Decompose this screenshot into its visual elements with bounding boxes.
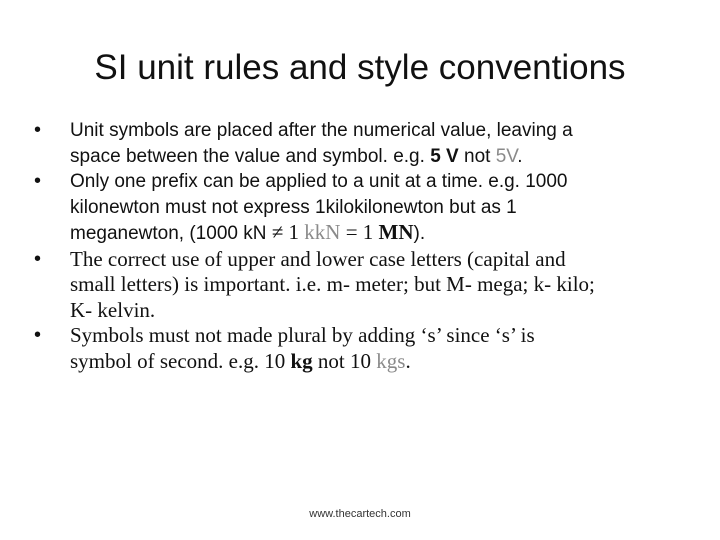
bullet-line	[70, 118, 704, 144]
bullet-line	[70, 298, 704, 324]
text-segment: ).	[413, 223, 426, 244]
text-segment: K- kelvin.	[70, 297, 156, 322]
text-segment: not	[458, 145, 496, 167]
text-segment: The correct use of upper and lower case letters (capital and	[70, 246, 566, 271]
correct-example: MN	[378, 220, 414, 244]
bullet-line	[70, 169, 704, 195]
bullet-item	[34, 118, 704, 169]
text-segment: .	[517, 145, 523, 167]
bullet-line	[70, 220, 704, 247]
footer-url: www.thecartech.com	[309, 508, 411, 520]
text-segment: space between the value and symbol. e.g.	[70, 145, 431, 167]
text-segment: .	[405, 348, 411, 373]
bullet-line	[70, 349, 704, 375]
slide-title: SI unit rules and style conventions	[94, 48, 626, 87]
incorrect-example: kkN	[304, 220, 341, 244]
bullet-line	[70, 323, 704, 349]
text-segment: = 1	[340, 220, 379, 244]
bullet-line	[70, 272, 704, 298]
bullet-line	[70, 195, 704, 221]
bullet-list	[34, 118, 704, 374]
text-segment: symbol of second. e.g. 10	[70, 348, 291, 373]
bullet-item	[34, 247, 704, 324]
incorrect-example: 5V	[495, 145, 518, 167]
incorrect-example: kgs	[376, 348, 406, 373]
correct-example: kg	[290, 348, 313, 373]
bullet-dot-icon: •	[34, 247, 42, 270]
text-segment: not 10	[312, 348, 377, 373]
bullet-item	[34, 323, 704, 374]
text-segment: Only one prefix can be applied to a unit at a time. e.g. 1000	[70, 171, 568, 192]
text-segment: meganewton, (1000 kN	[70, 223, 272, 244]
bullet-dot-icon: •	[34, 170, 42, 192]
text-segment: kilonewton must not express 1kilokilonewton but as 1	[70, 196, 517, 218]
text-segment: small letters) is important. i.e. m- meter; but M- mega; k- kilo;	[70, 272, 595, 296]
bullet-dot-icon: •	[34, 324, 42, 346]
text-segment: ≠ 1	[271, 220, 305, 244]
bullet-item	[34, 169, 704, 247]
bullet-dot-icon: •	[34, 119, 42, 141]
correct-example: 5 V	[430, 145, 459, 167]
text-segment: Symbols must not made plural by adding ‘s’ since ‘s’ is	[70, 323, 535, 347]
text-segment: Unit symbols are placed after the numerical value, leaving a	[70, 120, 573, 141]
bullet-line	[70, 247, 704, 273]
bullet-line	[70, 144, 704, 170]
